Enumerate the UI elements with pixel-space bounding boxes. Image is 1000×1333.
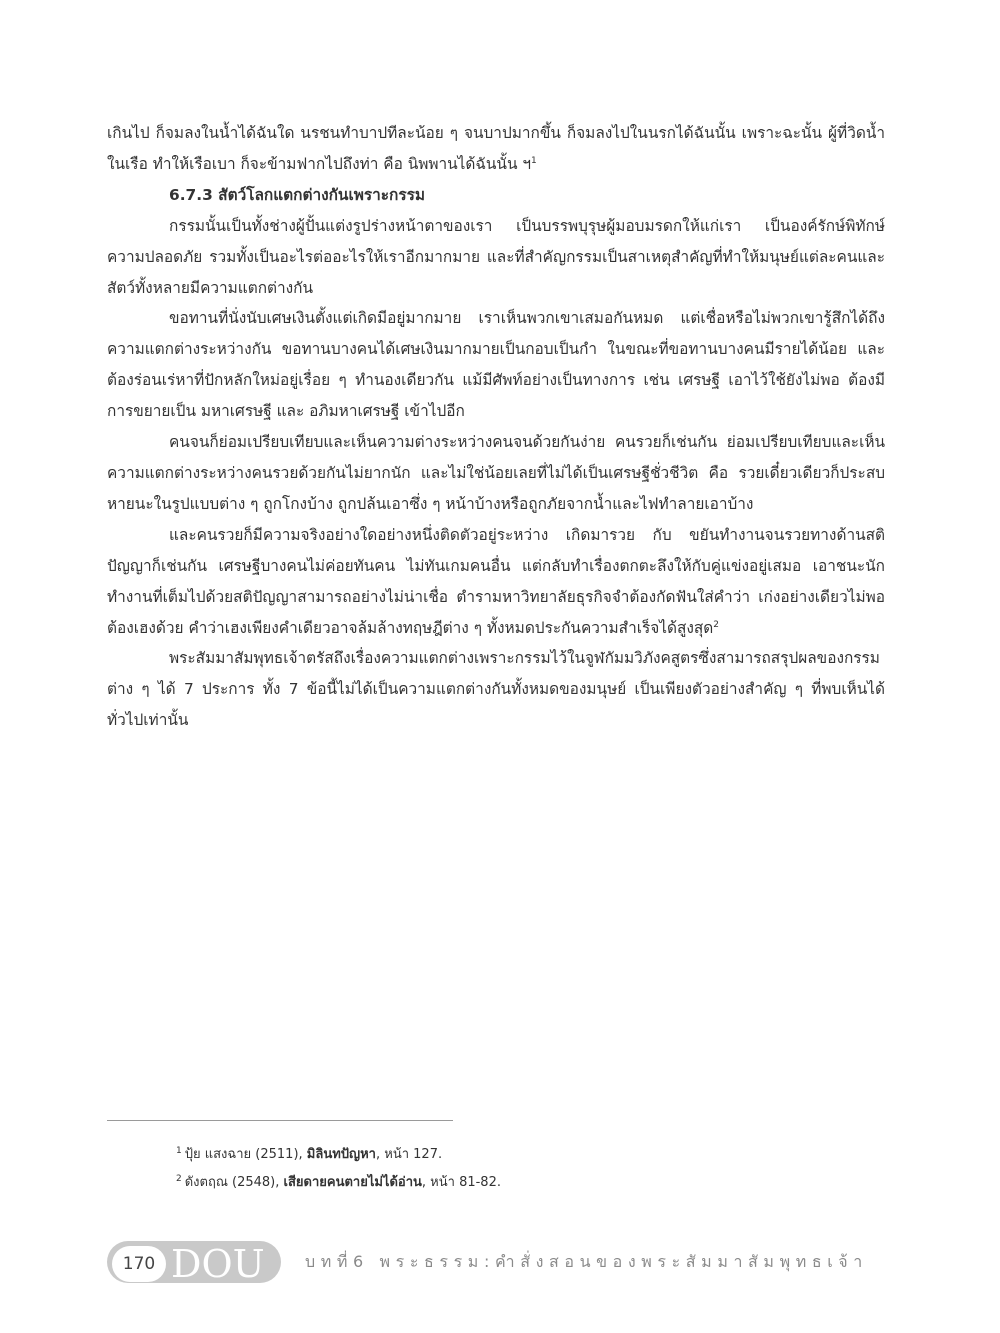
paragraph: คนจนก็ย่อมเปรียบเทียบและเห็นความต่างระหว่างคนจนด้วยกันง่าย คนรวยก็เช่นกัน ย่อมเปรียบเทียบและเห็นความแตกต่างระหว่างคนรวยด้วยกันไม่ยากนัก และไม่ใช่น้อยเลยที่ไม่ได้เป็นเศรษฐีชั่วชีวิต คือ รวยเดี๋ยวเดียวก็ประสบหายนะในรูปแบบต่าง ๆ ถูกโกงบ้าง ถูกปล้นเอาซึ่ง ๆ หน้าบ้างหรือถูกภัยจากน้ำและไฟทำลายเอาบ้าง bbox=[107, 433, 885, 513]
footnote-title: เสียดายคนตายไม่ได้อ่าน bbox=[283, 1175, 422, 1190]
footnote-divider bbox=[107, 1120, 453, 1121]
footnote-author: ปุ้ย แสงฉาย (2511), bbox=[184, 1147, 307, 1162]
footnote-title: มิลินทปัญหา bbox=[306, 1147, 376, 1162]
footnote-page: , หน้า 127. bbox=[376, 1147, 443, 1162]
section-heading: 6.7.3 สัตว์โลกแตกต่างกันเพราะกรรม bbox=[169, 185, 426, 204]
paragraph: พระสัมมาสัมพุทธเจ้าตรัสถึงเรื่องความแตกต่างเพราะกรรมไว้ในจูฬกัมมวิภังคสูตรซึ่งสามารถสรุปผลของกรรมต่าง ๆ ได้ 7 ประการ ทั้ง 7 ข้อนี้ไม่ได้เป็นความแตกต่างกันทั้งหมดของมนุษย์ เป็นเพียงตัวอย่างสำคัญ ๆ ที่พบเห็นได้ทั่วไปเท่านั้น bbox=[107, 649, 885, 730]
page-footer bbox=[107, 1239, 887, 1285]
main-text bbox=[107, 118, 885, 736]
footnotes bbox=[176, 1141, 776, 1197]
footnote-ref[interactable]: 2 bbox=[713, 619, 720, 630]
paragraph bbox=[107, 520, 885, 644]
footnote-number: 2 bbox=[176, 1173, 182, 1184]
footnote-author: ดังตฤณ (2548), bbox=[184, 1175, 284, 1190]
footnote bbox=[176, 1169, 776, 1197]
footnote bbox=[176, 1141, 776, 1169]
page-number: 170 bbox=[112, 1246, 166, 1282]
paragraph-text: เกินไป ก็จมลงในน้ำได้ฉันใด นรชนทำบาปทีละน้อย ๆ จนบาปมากขึ้น ก็จมลงไปในนรกได้ฉันนั้น เพราะฉะนั้น ผู้ที่วิดน้ำในเรือ ทำให้เรือเบา ก็จะข้ามฟากไปถึงท่า คือ นิพพานได้ฉันนั้น ฯ bbox=[107, 124, 885, 173]
page-badge bbox=[107, 1241, 281, 1286]
dou-logo: DOU bbox=[171, 1242, 265, 1286]
footnote-page: , หน้า 81-82. bbox=[421, 1175, 501, 1190]
paragraph-text: และคนรวยก็มีความจริงอย่างใดอย่างหนึ่งติดตัวอยู่ระหว่าง เกิดมารวย กับ ขยันทำงานจนรวยทางด้านสติปัญญาก็เช่นกัน เศรษฐีบางคนไม่ค่อยทันคน ไม่ทันเกมคนอื่น แต่กลับทำเรื่องตกตะลึงให้กับคู่แข่งอยู่เสมอ เอาชนะนักทำงานที่เต็มไปด้วยสติปัญญาสามารถอย่างไม่น่าเชื่อ ตำรามหาวิทยาลัยธุรกิจจำต้องกัดฟันใส่คำว่า เก่งอย่างเดียวไม่พอ ต้องเฮงด้วย คำว่าเฮงเพียงคำเดียวอาจล้มล้างทฤษฎีต่าง ๆ ทั้งหมดประกันความสำเร็จได้สูงสุด bbox=[107, 525, 885, 637]
footnote-ref[interactable]: 1 bbox=[531, 155, 537, 166]
footnote-number: 1 bbox=[176, 1145, 182, 1156]
paragraph: ขอทานที่นั่งนับเศษเงินตั้งแต่เกิดมีอยู่มากมาย เราเห็นพวกเขาเสมอกันหมด แต่เชื่อหรือไม่พวกเขารู้สึกได้ถึงความแตกต่างระหว่างกัน ขอทานบางคนได้เศษเงินมากมายเป็นกอบเป็นกำ ในขณะที่ขอทานบางคนมีรายได้น้อย และต้องร่อนเร่หาที่ปักหลักใหม่อยู่เรื่อย ๆ ทำนองเดียวกัน แม้มีศัพท์อย่างเป็นทางการ เช่น เศรษฐี เอาไว้ใช้ยังไม่พอ ต้องมีการขยายเป็น มหาเศรษฐี และ อภิมหาเศรษฐี เข้าไปอีก bbox=[107, 309, 885, 421]
paragraph bbox=[107, 118, 885, 180]
chapter-title: บทที่6 พระธรรม:คำสั่งสอนของพระสัมมาสัมพุทธเจ้า bbox=[305, 1252, 868, 1271]
paragraph: กรรมนั้นเป็นทั้งช่างผู้ปั้นแต่งรูปร่างหน้าตาของเรา เป็นบรรพบุรุษผู้มอบมรดกให้แก่เรา เป็นองค์รักษ์พิทักษ์ความปลอดภัย รวมทั้งเป็นอะไรต่ออะไรให้เราอีกมากมาย และที่สำคัญกรรมเป็นสาเหตุสำคัญที่ทำให้มนุษย์แต่ละคนและสัตว์ทั้งหลายมีความแตกต่างกัน bbox=[107, 216, 885, 297]
